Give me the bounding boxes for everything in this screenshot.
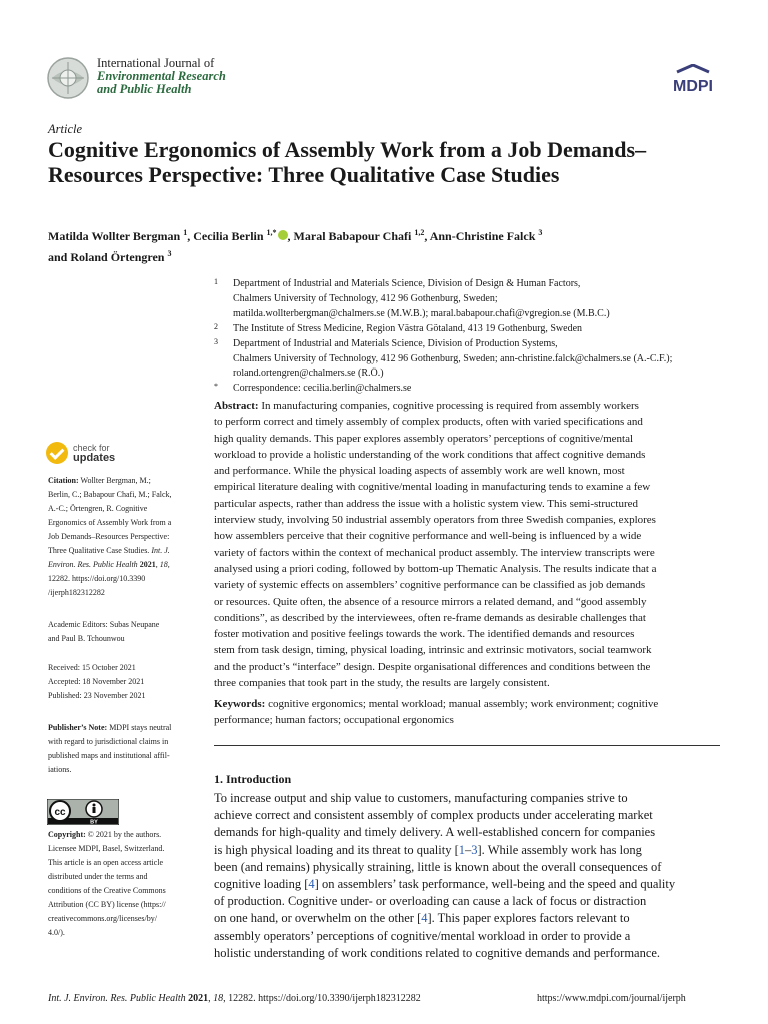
affiliation-line: Chalmers University of Technology, 412 96 Gothenburg, Sweden;	[233, 293, 498, 304]
copyright-text: © 2021 by the authors.	[85, 830, 162, 839]
journal-name	[97, 57, 226, 96]
copyright-text: 4.0/).	[48, 928, 65, 937]
affiliation-mark: *	[214, 382, 218, 391]
article-title: Cognitive Ergonomics of Assembly Work from a Job Demands–Resources Perspective: Three Qualitative Case Studies	[48, 137, 647, 187]
copyright-text: This article is an open access article	[48, 858, 164, 867]
abstract-line: three companies that took part in the study, the results are largely consistent.	[214, 677, 550, 690]
affiliation-line: Department of Industrial and Materials Science, Division of Design & Human Factors,	[233, 278, 581, 289]
author-name[interactable]: Maral Babapour Chafi	[293, 229, 412, 243]
copyright-license-link[interactable]: creativecommons.org/licenses/by/	[48, 914, 157, 923]
introduction-line: of production. Cognitive under- or overloading can cause a lack of focus or distraction	[214, 894, 647, 909]
cc-by-license-badge[interactable]	[47, 799, 119, 825]
abstract-line: to perform correct and timely assembly of complex products, often with varied specifications and	[214, 416, 643, 429]
journal-name-line1: International Journal of	[97, 56, 215, 70]
affiliation-line: The Institute of Stress Medicine, Region Västra Götaland, 413 19 Gothenburg, Sweden	[233, 323, 583, 334]
keywords-text: performance; human factors; occupational ergonomics	[214, 714, 454, 726]
author-name[interactable]: Ann-Christine Falck	[429, 229, 536, 243]
citation-doi[interactable]: 12282. https://doi.org/10.3390	[48, 574, 146, 583]
abstract-line: variety of systemic effects on assemblers’ cognitive performance can be classified as job demands	[214, 579, 646, 592]
affiliation-mark: 2	[214, 322, 218, 331]
citation-text: A.-C.; Örtengren, R. Cognitive	[48, 504, 148, 513]
author-affiliation-sup: 1	[183, 228, 188, 237]
editors-line: Academic Editors: Subas Neupane	[48, 620, 160, 629]
article-type: Article	[48, 122, 83, 136]
mdpi-logo	[667, 64, 719, 96]
introduction-line: assembly operators’ perceptions of cognitive/mental workload in order to provide a	[214, 928, 631, 943]
section-heading: 1. Introduction	[214, 772, 292, 786]
publisher-note-text: published maps and institutional affil-	[48, 751, 170, 760]
affiliation-email-line[interactable]: matilda.wollterbergman@chalmers.se (M.W.B.); maral.babapour.chafi@vgregion.se (M.B.C.)	[233, 308, 610, 319]
affiliation-email-line[interactable]: roland.ortengren@chalmers.se (R.Ö.)	[233, 368, 384, 379]
publisher-note-label: Publisher’s Note:	[48, 723, 108, 732]
citation-journal: Int. J.	[151, 546, 170, 555]
citation-text: Wollter Bergman, M.;	[78, 476, 151, 485]
citation-volume: 18	[159, 560, 168, 569]
citation-label: Citation:	[48, 476, 79, 485]
introduction-line: been (and remains) physically straining, little is known about the overall consequences of	[214, 859, 662, 874]
date-accepted: Accepted: 18 November 2021	[48, 677, 145, 686]
copyright-text: Attribution (CC BY) license (https://	[48, 900, 166, 909]
footer-volume: 18	[213, 993, 224, 1004]
footer-doi[interactable]: , 12282. https://doi.org/10.3390/ijerph182312282	[223, 993, 421, 1004]
affiliation-item	[214, 321, 734, 336]
introduction-line: cognitive loading [4] on assemblers’ task performance, well-being and the speed and quality	[214, 877, 676, 892]
reference-link[interactable]: 4	[421, 911, 428, 926]
abstract-line: variety of factors within the context of mechanical product assembly. The interview transcripts were	[214, 546, 655, 559]
keywords-text: cognitive ergonomics; mental workload; manual assembly; work environment; cognitive	[265, 698, 659, 710]
footer-journal: Int. J. Environ. Res. Public Health	[48, 993, 186, 1004]
abstract-line: stem from task design, timing, physical loading, intrinsic and extrinsic motivators, social teamwork	[214, 644, 652, 657]
date-received: Received: 15 October 2021	[48, 663, 136, 672]
date-published: Published: 23 November 2021	[48, 691, 146, 700]
citation-text: Berlin, C.; Babapour Chafi, M.; Falck,	[48, 490, 172, 499]
copyright-text: distributed under the terms and	[48, 872, 148, 881]
citation-doi[interactable]: /ijerph182312282	[48, 588, 105, 597]
section-divider	[214, 745, 720, 746]
editors-line: and Paul B. Tchounwou	[48, 634, 125, 643]
publisher-note-text: iations.	[48, 765, 72, 774]
author-line-2	[48, 245, 728, 266]
author-line-1: Matilda Wollter Bergman $^1$, Cecilia Berlin $^{1,*}$ , Maral Babapour Chafi $^{1,2}$, Ann-Christine Falck $^3$	[48, 228, 543, 243]
abstract-line: conditions”, as described by the interviewees, often re-frame demands as desirable challenges that	[214, 611, 646, 624]
academic-editors	[48, 618, 203, 646]
abstract-line: high quality demands. This paper explores assembly operators’ perceptions of cognitive/mental	[214, 432, 634, 445]
author-name[interactable]: Matilda Wollter Bergman	[48, 229, 181, 243]
author-list	[48, 224, 728, 266]
author-name[interactable]: Cecilia Berlin	[193, 229, 264, 243]
footer-citation: Int. J. Environ. Res. Public Health 2021, 18, 12282. https://doi.org/10.3390/ijerph182312282	[48, 993, 421, 1004]
reference-link[interactable]: 4	[308, 877, 315, 892]
abstract-line: In manufacturing companies, cognitive processing is required from assembly workers	[258, 400, 639, 412]
abstract-line: particular aspects, rather than address the issue with a holistic system view. This semi-structured	[214, 497, 638, 510]
correspondence-line[interactable]: Correspondence: cecilia.berlin@chalmers.se	[233, 383, 412, 394]
abstract-line: how assemblers perceive that their cognitive performance and well-being is influenced by a wide	[214, 530, 642, 543]
journal-name-line2: Environmental Research	[97, 69, 226, 83]
footer-year: 2021	[188, 993, 209, 1004]
footer-journal-url[interactable]: https://www.mdpi.com/journal/ijerph	[537, 993, 686, 1004]
abstract-line: empirical literature dealing with cognitive/mental loading in manufacturing tends to examine a few	[214, 481, 651, 494]
cc-by-label: BY	[90, 819, 98, 825]
abstract-line: and the product’s “interface” design. Despite organisational differences and conditions between the	[214, 660, 651, 673]
citation-text: Job Demands–Resources Perspective:	[48, 532, 170, 541]
author-affiliation-sup: 1,*	[266, 228, 277, 237]
citation-block: Citation: Wollter Bergman, M.; Berlin, C.; Babapour Chafi, M.; Falck, A.-C.; Örtengren, R. Cognitive Ergonomics of Assembly Work from a Job Demands–Resources Perspective: Three Qualitative Case Studies. Int. J. Environ. Res. Public Health 2021, 18, 12282. https://doi.org/10.3390 /ijerph182312282	[48, 474, 203, 600]
affiliation-item	[214, 276, 734, 321]
publisher-note	[48, 721, 203, 777]
author-affiliation-sup: 3	[538, 228, 543, 237]
publisher-note-text: with regard to jurisdictional claims in	[48, 737, 169, 746]
reference-link[interactable]: 3	[471, 842, 478, 857]
author-name[interactable]: Roland Örtengren	[70, 250, 165, 264]
citation-text: Ergonomics of Assembly Work from a	[48, 518, 172, 527]
copyright-label: Copyright:	[48, 830, 86, 839]
check-updates-line1: check for	[73, 443, 110, 453]
check-icon	[46, 442, 68, 464]
affiliations	[214, 276, 734, 396]
abstract-line: and performance. While the physical loading aspects of assembly work are well known, most	[214, 465, 625, 478]
check-for-updates-button[interactable]	[46, 442, 166, 468]
abstract	[214, 398, 720, 691]
affiliation-email-line[interactable]: Chalmers University of Technology, 412 96 Gothenburg, Sweden; ann-christine.falck@chalmers.se (A.-C.F.);	[233, 353, 673, 364]
introduction-line: To increase output and ship value to customers, manufacturing companies strive to	[214, 791, 628, 805]
abstract-line: or resources. Quite often, the absence of a resource mirrors a related demand, and “good assembly	[214, 595, 647, 608]
journal-logo	[46, 56, 90, 100]
mdpi-logo-text: MDPI	[673, 78, 713, 95]
orcid-icon[interactable]	[278, 230, 288, 240]
introduction-line: holistic understanding of work conditions related to cognitive demands and performance.	[214, 945, 661, 960]
affiliation-mark: 1	[214, 277, 218, 286]
check-updates-line2: updates	[73, 452, 116, 464]
copyright-text: Licensee MDPI, Basel, Switzerland.	[48, 844, 165, 853]
abstract-line: workload to provide a holistic understanding of the work conditions that affect cognitive demands	[214, 448, 646, 461]
author-conjunction: and	[48, 250, 71, 264]
introduction-line: is high physical loading and its threat to quality [1–3]. While assembly work has long	[214, 842, 642, 857]
keywords	[214, 696, 720, 728]
citation-text: Three Qualitative Case Studies.	[48, 546, 150, 555]
abstract-line: analysed using a priori coding, followed by bottom-up Thematic Analysis. The results indicate that a	[214, 562, 657, 575]
keywords-label: Keywords:	[214, 698, 266, 710]
affiliation-mark: 3	[214, 337, 218, 346]
dates-block	[48, 661, 203, 703]
affiliation-line: Department of Industrial and Materials Science, Division of Production Systems,	[233, 338, 558, 349]
journal-name-line3: and Public Health	[97, 82, 192, 96]
introduction-line: demands for high-quality and timely delivery. A well-established concern for companies	[214, 825, 656, 840]
author-affiliation-sup: 3	[167, 249, 172, 258]
abstract-label: Abstract:	[214, 400, 259, 412]
introduction-body	[214, 790, 722, 962]
copyright-text: conditions of the Creative Commons	[48, 886, 166, 895]
copyright-block	[48, 828, 203, 940]
introduction-line: on one hand, or overwhelm on the other [4]. This paper explores factors relevant to	[214, 911, 630, 926]
cc-icon: cc	[54, 807, 66, 818]
abstract-line: foster motivation and positive feelings towards the work. The identified demands and resources	[214, 628, 635, 641]
correspondence	[214, 381, 734, 396]
affiliation-item	[214, 336, 734, 381]
abstract-line: interview study, involving 50 industrial assembly operators from three Swedish companies, explores	[214, 514, 656, 527]
citation-year: 2021	[139, 560, 156, 569]
publisher-note-text: MDPI stays neutral	[107, 723, 172, 732]
author-affiliation-sup: 1,2	[414, 228, 425, 237]
introduction-line: achieve correct and consistent assembly of complex products under accelerating market	[214, 808, 653, 823]
citation-journal: Environ. Res. Public Health	[48, 560, 138, 569]
reference-link[interactable]: 1	[458, 842, 466, 857]
